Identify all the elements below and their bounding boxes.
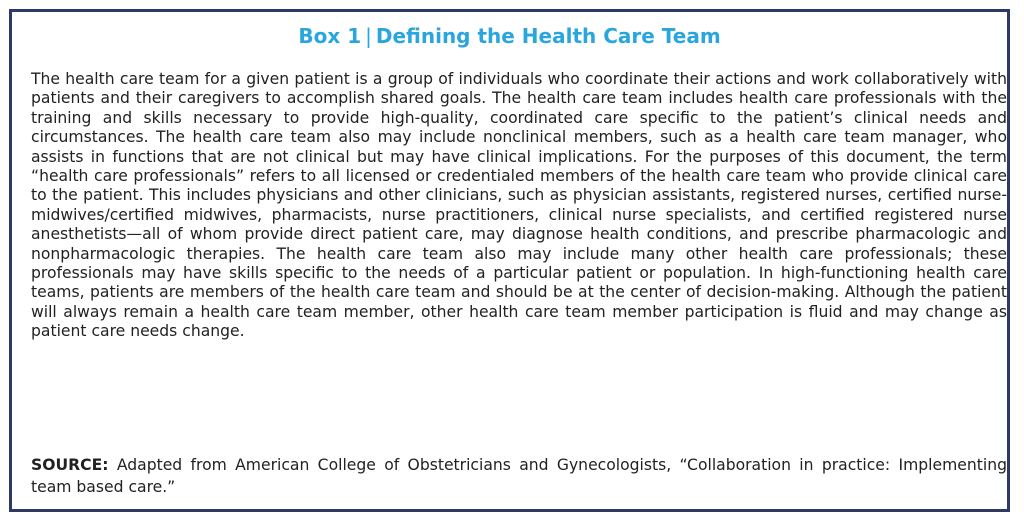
box-title-text: Defining the Health Care Team — [375, 24, 721, 48]
definition-box — [9, 9, 1010, 512]
box-body-paragraph: The health care team for a given patient is a group of individuals who coordinate their actions and work collaboratively with patients and their caregivers to accomplish shared goals. The health care team includes health care professionals with the training and skills necessary to provide high-quality, coordinated care specific to the patient’s clinical needs and circumstances. The health care team also may include nonclinical members, such as a health care team manager, who assists in functions that are not clinical but may have clinical implications. For the purposes of this document, the term “health care professionals” refers to all licensed or credentialed members of the health care team who provide clinical care to the patient. This includes physicians and other clinicians, such as physician assistants, registered nurses, certified nurse-midwives/certified midwives, pharmacists, nurse practitioners, clinical nurse specialists, and certified registered nurse anesthetists—all of whom provide direct patient care, may diagnose health conditions, and prescribe pharmacologic and nonpharmacologic therapies. The health care team also may include many other health care professionals; these professionals may have skills specific to the needs of a particular patient or population. In high-functioning health care teams, patients are members of the health care team and should be at the center of decision-making. Although the patient will always remain a health care team member, other health care team member participation is fluid and may change as patient care needs change. — [31, 70, 1007, 341]
title-separator: | — [365, 24, 372, 48]
box-number: Box 1 — [298, 24, 362, 48]
source-text: Adapted from American College of Obstetricians and Gynecologists, “Collaboration in practice: Implementing team based care.” — [31, 456, 1007, 496]
source-citation — [31, 454, 1007, 498]
source-label: SOURCE: — [31, 456, 109, 474]
box-title — [12, 22, 1007, 50]
